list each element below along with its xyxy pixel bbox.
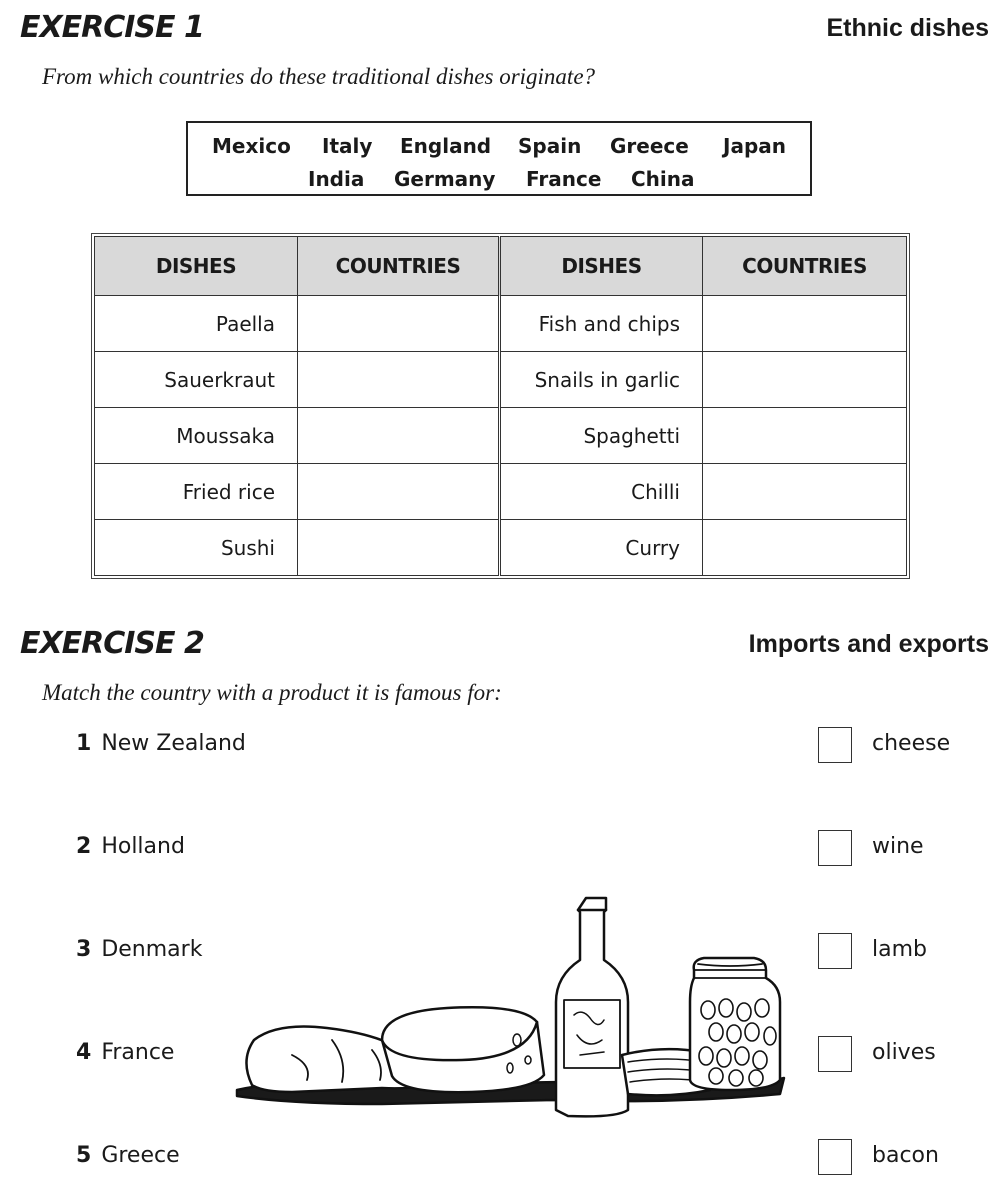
country-name: Denmark [101, 937, 203, 962]
wine-bottle [556, 898, 628, 1116]
answer-checkbox[interactable] [818, 1139, 852, 1175]
product-label: lamb [872, 937, 927, 962]
word-greece: Greece [610, 134, 689, 158]
product-label: bacon [872, 1143, 939, 1168]
word-italy: Italy [322, 134, 373, 158]
word-england: England [400, 134, 492, 158]
exercise-1-topic: Ethnic dishes [826, 14, 989, 42]
country-item [76, 731, 246, 756]
cheese-wheel [382, 1007, 544, 1092]
word-india: India [308, 167, 365, 191]
dish-cell: Sushi [95, 520, 298, 576]
answer-checkbox[interactable] [818, 830, 852, 866]
table-row [95, 408, 907, 464]
dish-cell: Sauerkraut [95, 352, 298, 408]
table-row [95, 464, 907, 520]
answer-checkbox[interactable] [818, 727, 852, 763]
dish-cell: Snails in garlic [500, 352, 703, 408]
word-germany: Germany [394, 167, 496, 191]
answer-checkbox[interactable] [818, 1036, 852, 1072]
item-number: 3 [76, 937, 92, 962]
word-japan: Japan [723, 134, 786, 158]
exercise-1-instruction: From which countries do these traditional dishes originate? [42, 64, 596, 89]
country-name: Greece [101, 1143, 180, 1168]
country-answer-cell[interactable] [298, 408, 500, 464]
dish-cell: Curry [500, 520, 703, 576]
exercise-2-instruction: Match the country with a product it is famous for: [42, 680, 502, 705]
answer-checkbox[interactable] [818, 933, 852, 969]
country-item [76, 1143, 180, 1168]
country-item [76, 937, 202, 962]
word-china: China [631, 167, 695, 191]
product-label: olives [872, 1040, 936, 1065]
header-dishes-right: DISHES [500, 237, 703, 296]
header-dishes-left: DISHES [95, 237, 298, 296]
dish-cell: Fried rice [95, 464, 298, 520]
country-answer-cell[interactable] [298, 520, 500, 576]
country-name: New Zealand [101, 731, 246, 756]
country-answer-cell[interactable] [703, 408, 907, 464]
country-answer-cell[interactable] [703, 352, 907, 408]
exercise-2-topic: Imports and exports [748, 630, 989, 658]
country-answer-cell[interactable] [298, 352, 500, 408]
dish-cell: Fish and chips [500, 296, 703, 352]
country-answer-cell[interactable] [703, 296, 907, 352]
dish-cell: Chilli [500, 464, 703, 520]
country-item [76, 834, 185, 859]
table-row [95, 520, 907, 576]
dish-cell: Moussaka [95, 408, 298, 464]
item-number: 5 [76, 1143, 92, 1168]
item-number: 2 [76, 834, 92, 859]
word-mexico: Mexico [212, 134, 291, 158]
dishes-table [94, 236, 907, 576]
exercise-1-title: EXERCISE 1 [20, 10, 204, 45]
product-label: cheese [872, 731, 951, 756]
country-answer-cell[interactable] [298, 464, 500, 520]
country-name: Holland [101, 834, 185, 859]
country-word-box [186, 121, 812, 196]
word-france: France [526, 167, 602, 191]
exercise-2-title: EXERCISE 2 [20, 626, 204, 661]
country-answer-cell[interactable] [703, 520, 907, 576]
country-name: France [101, 1040, 175, 1065]
country-answer-cell[interactable] [298, 296, 500, 352]
product-label: wine [872, 834, 924, 859]
country-answer-cell[interactable] [703, 464, 907, 520]
food-illustration [232, 890, 792, 1125]
country-item [76, 1040, 174, 1065]
table-header-row [95, 237, 907, 296]
dish-cell: Spaghetti [500, 408, 703, 464]
header-countries-right: COUNTRIES [703, 237, 907, 296]
item-number: 4 [76, 1040, 92, 1065]
word-spain: Spain [518, 134, 582, 158]
table-row [95, 352, 907, 408]
header-countries-left: COUNTRIES [298, 237, 500, 296]
table-row [95, 296, 907, 352]
dish-cell: Paella [95, 296, 298, 352]
item-number: 1 [76, 731, 92, 756]
